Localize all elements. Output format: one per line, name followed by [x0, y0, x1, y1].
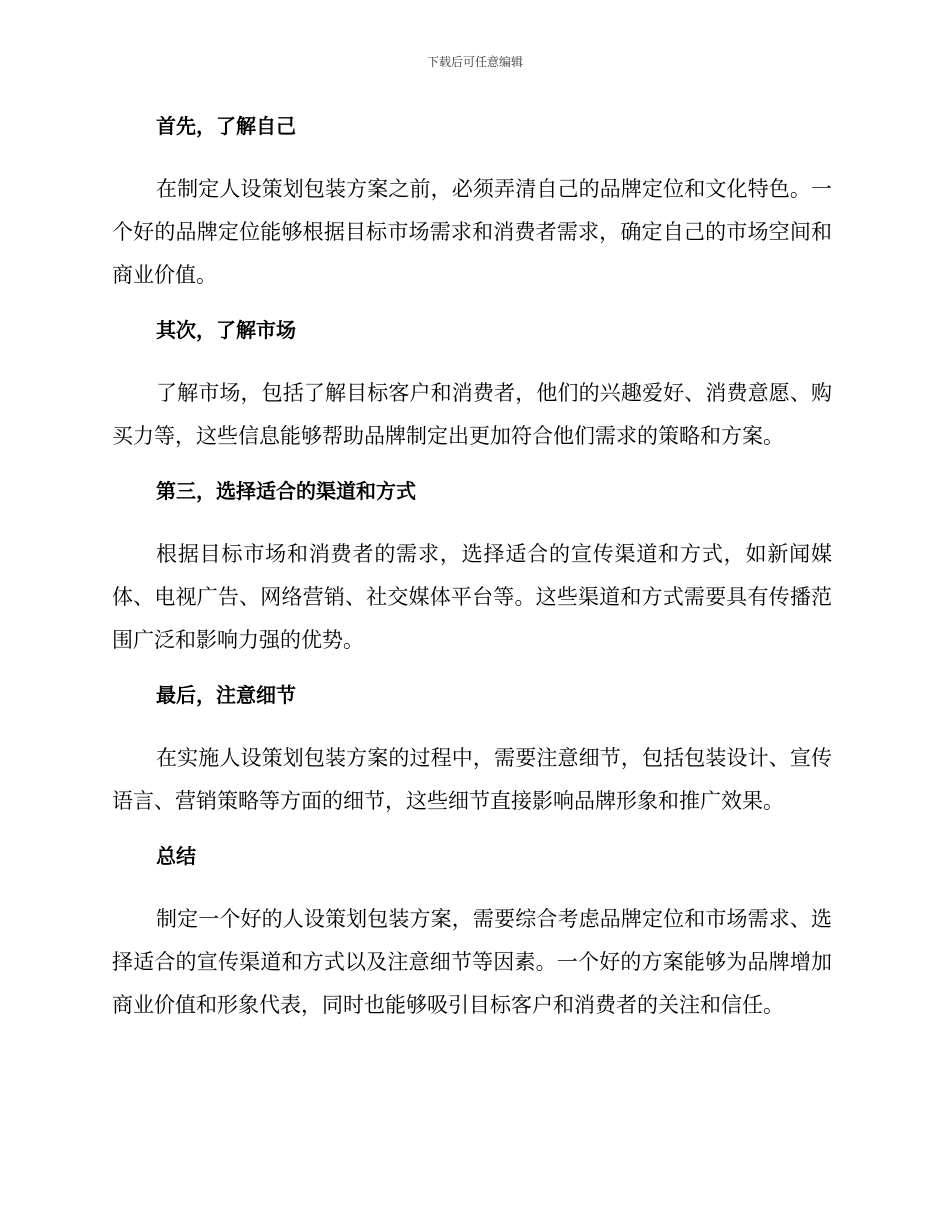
- section-heading: 最后，注意细节: [156, 683, 296, 707]
- section-paragraph: 在实施人设策划包装方案的过程中，需要注意细节，包括包装设计、宣传语言、营销策略等方面的细节，这些细节直接影响品牌形象和推广效果。: [112, 746, 832, 813]
- document-body: [112, 106, 832, 1040]
- section-paragraph: 制定一个好的人设策划包装方案，需要综合考虑品牌定位和市场需求、选择适合的宣传渠道和方式以及注意细节等因素。一个好的方案能够为品牌增加商业价值和形象代表，同时也能够吸引目标客户和消费者的关注和信任。: [112, 907, 832, 1017]
- section-paragraph: 根据目标市场和消费者的需求，选择适合的宣传渠道和方式，如新闻媒体、电视广告、网络营销、社交媒体平台等。这些渠道和方式需要具有传播范围广泛和影响力强的优势。: [112, 542, 832, 652]
- page-header: 下载后可任意编辑: [426, 55, 523, 69]
- section-paragraph: 在制定人设策划包装方案之前，必须弄清自己的品牌定位和文化特色。一个好的品牌定位能够根据目标市场需求和消费者需求，确定自己的市场空间和商业价值。: [112, 177, 832, 287]
- section-heading: 其次，了解市场: [156, 318, 296, 342]
- section-heading: 总结: [156, 844, 196, 868]
- section-heading: 第三，选择适合的渠道和方式: [156, 479, 416, 503]
- section-choose-channels: [112, 471, 832, 662]
- section-summary: [112, 836, 832, 1027]
- section-understand-market: [112, 310, 832, 458]
- section-attention-to-detail: [112, 675, 832, 823]
- section-paragraph: 了解市场，包括了解目标客户和消费者，他们的兴趣爱好、消费意愿、购买力等，这些信息能够帮助品牌制定出更加符合他们需求的策略和方案。: [112, 381, 832, 448]
- section-understand-self: [112, 106, 832, 297]
- section-heading: 首先，了解自己: [156, 114, 296, 138]
